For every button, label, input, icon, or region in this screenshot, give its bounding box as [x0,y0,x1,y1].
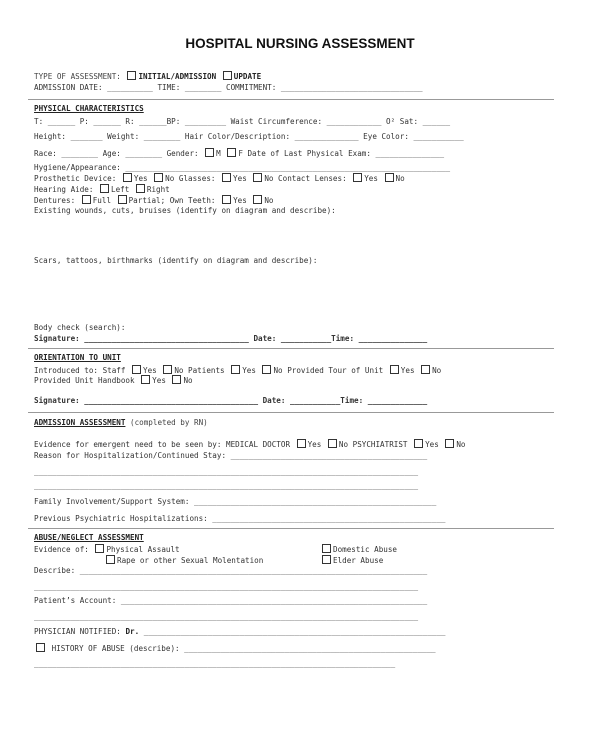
yes-label: Yes [242,366,256,375]
staff-no-checkbox[interactable] [163,365,172,374]
rape-row [104,555,263,566]
admission-heading: ADMISSION ASSESSMENT [34,418,126,427]
yes-label: Yes [133,174,148,183]
hearing-label: Hearing Aide: [34,185,94,194]
family-field[interactable]: Family Involvement/Support System: _____________________________________________________ [34,497,437,506]
initial-checkbox[interactable] [127,71,136,80]
admission-heading-row [34,418,208,428]
sexual-abuse-label: Rape or other Sexual Molentation [117,556,264,565]
admission-date-row[interactable]: ADMISSION DATE: __________ TIME: ________ COMMITMENT: _______________________________ [34,83,423,92]
yes-label: Yes [233,174,247,183]
abuse-heading: ABUSE/NEGLECT ASSESSMENT [34,533,144,542]
handbook-row [34,375,193,386]
male-checkbox[interactable] [205,148,214,157]
yes-label: Yes [364,174,378,183]
no-label: No [456,440,466,449]
wounds-label: Existing wounds, cuts, bruises (identify on diagram and describe): [34,206,336,215]
physical-assault-label: Physical Assault [106,545,180,554]
no-patients-label: No Patients [174,366,225,375]
reason-blank-line[interactable]: ____________________________________________________________________________________ [34,467,419,476]
divider [28,412,554,413]
domestic-abuse-label: Domestic Abuse [333,545,398,554]
teeth-no-checkbox[interactable] [253,195,262,204]
yes-label: Yes [425,440,439,449]
right-label: Right [146,185,170,194]
tour-no-checkbox[interactable] [421,365,430,374]
describe-blank-line[interactable]: ____________________________________________________________________________________ [34,582,419,591]
type-label: TYPE OF ASSESSMENT: [34,72,121,81]
reason-blank-line[interactable]: ____________________________________________________________________________________ [34,481,419,490]
no-contacts-label: No Contact Lenses: [264,174,347,183]
no-glasses-label: No Glasses: [165,174,216,183]
update-checkbox[interactable] [223,71,232,80]
dentures-row [34,195,274,206]
vitals-row[interactable]: T: ______ P: ______ R: ______BP: _________ Waist Circumference: ____________ O² Sat: ______ [34,117,451,126]
assessment-type-row [34,71,261,82]
scars-label: Scars, tattoos, birthmarks (identify on diagram and describe): [34,256,318,265]
yes-label: Yes [307,440,322,449]
domestic-row [320,544,397,555]
left-label: Left [111,185,130,194]
psych-yes-checkbox[interactable] [414,439,423,448]
male-label: M [216,149,221,158]
no-label: No [264,196,274,205]
account-blank-line[interactable]: ____________________________________________________________________________________ [34,612,419,621]
physical-assault-checkbox[interactable] [95,544,104,553]
prosthetic-row [34,173,405,184]
physician-label: PHYSICIAN NOTIFIED: [34,627,121,636]
history-checkbox[interactable] [36,643,45,652]
introduced-label: Introduced to: Staff [34,366,126,375]
race-label: Race: ________ Age: ________ Gender: [34,149,199,158]
yes-label: Yes [400,366,415,375]
completed-by-note: (completed by RN) [130,418,208,427]
evidence-row [34,439,466,450]
no-label: No [432,366,442,375]
handbook-label: Provided Unit Handbook [34,376,135,385]
no-label: No [183,376,193,385]
domestic-abuse-checkbox[interactable] [322,544,331,553]
no-psychiatrist-label: No PSYCHIATRIST [338,440,408,449]
glasses-yes-checkbox[interactable] [222,173,231,182]
partial-label: Partial; Own Teeth: [128,196,216,205]
full-label: Full [92,196,112,205]
physician-row [34,627,446,637]
glasses-no-checkbox[interactable] [253,173,262,182]
divider [28,348,554,349]
patients-no-checkbox[interactable] [262,365,271,374]
history-blank-line[interactable]: _______________________________________________________________________________ [34,659,396,668]
prosthetic-label: Prosthetic Device: [34,174,117,183]
patients-yes-checkbox[interactable] [231,365,240,374]
orientation-signature-row[interactable]: Signature: ______________________________________ Date: ___________Time: _____________ [34,396,428,405]
physical-heading: PHYSICAL CHARACTERISTICS [34,104,144,113]
hearing-row [34,184,170,195]
divider [28,99,554,100]
patient-account-field[interactable]: Patient’s Account: ___________________________________________________________________ [34,596,428,605]
measurements-row[interactable]: Height: _______ Weight: ________ Hair Color/Description: ______________ Eye Color: ___________ [34,132,464,141]
body-check-label: Body check (search): [34,323,126,332]
doctor-yes-checkbox[interactable] [297,439,306,448]
evidence-of-row [34,544,180,555]
evidence-label: Evidence for emergent need to be seen by: MEDICAL DOCTOR [34,440,291,449]
dentures-partial-checkbox[interactable] [118,195,127,204]
contacts-yes-checkbox[interactable] [353,173,362,182]
form-title: HOSPITAL NURSING ASSESSMENT [185,36,415,51]
no-tour-label: No Provided Tour of Unit [273,366,384,375]
physician-field[interactable]: __________________________________________________________________ [143,627,446,636]
yes-label: Yes [233,196,247,205]
elder-row [320,555,383,566]
describe-field[interactable]: Describe: ____________________________________________________________________________ [34,566,428,575]
initial-label: INITIAL/ADMISSION [138,72,217,81]
dentures-label: Dentures: [34,196,76,205]
race-row [34,148,444,159]
elder-abuse-checkbox[interactable] [322,555,331,564]
history-row [34,643,436,654]
psych-no-checkbox[interactable] [445,439,454,448]
evidence-of-label: Evidence of: [34,545,89,554]
staff-yes-checkbox[interactable] [132,365,141,374]
hearing-right-checkbox[interactable] [136,184,145,193]
no-label: No [395,174,405,183]
history-field[interactable]: HISTORY OF ABUSE (describe): _______________________________________________________ [51,644,436,653]
sexual-abuse-checkbox[interactable] [106,555,115,564]
handbook-yes-checkbox[interactable] [141,375,150,384]
hygiene-row[interactable]: Hygiene/Appearance: _______________________________________________________________________ [34,163,451,172]
last-exam-field[interactable]: Date of Last Physical Exam: _______________ [247,149,445,158]
dentures-full-checkbox[interactable] [82,195,91,204]
doctor-no-checkbox[interactable] [328,439,337,448]
yes-label: Yes [143,366,157,375]
handbook-no-checkbox[interactable] [172,375,181,384]
hearing-left-checkbox[interactable] [100,184,109,193]
yes-label: Yes [152,376,166,385]
orientation-heading: ORIENTATION TO UNIT [34,353,121,362]
tour-yes-checkbox[interactable] [390,365,399,374]
physical-signature-row[interactable]: Signature: ____________________________________ Date: ___________Time: _______________ [34,334,428,343]
divider [28,528,554,529]
teeth-yes-checkbox[interactable] [222,195,231,204]
dr-label: Dr. [125,627,140,636]
female-label: F [238,149,243,158]
female-checkbox[interactable] [227,148,236,157]
update-label: UPDATE [233,72,262,81]
prosthetic-yes-checkbox[interactable] [123,173,132,182]
reason-field[interactable]: Reason for Hospitalization/Continued Stay: ___________________________________________ [34,451,428,460]
contacts-no-checkbox[interactable] [385,173,394,182]
previous-hosp-field[interactable]: Previous Psychiatric Hospitalizations: ___________________________________________________ [34,514,446,523]
prosthetic-no-checkbox[interactable] [154,173,163,182]
elder-abuse-label: Elder Abuse [333,556,384,565]
